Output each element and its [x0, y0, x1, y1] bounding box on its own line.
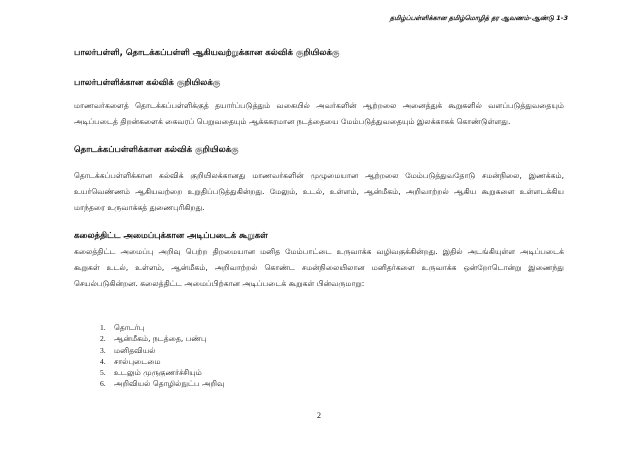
page-number: 2 — [317, 411, 321, 420]
list-item-label: மனிதவியல் — [114, 345, 156, 355]
preschool-paragraph: மாணவர்களைத் தொடக்கப்பள்ளிக்குத் தயார்ப்படுத்தும் வகையில் அவர்களின் ஆற்றலை அனைத்துக் கூறுகளில் வளப்படுத்துவதையும் அடிப்படைத் திறன்களைக் கைவரப் பெறுவதையும் ஆக்ககரமான நடத்தையை மேம்படுத்துவதையும் இலக்காகக் கொண்டுள்ளது. — [74, 101, 564, 126]
list-number: 2. — [100, 334, 106, 344]
list-item-label: ஆன்மீகம், நடத்தை, பண்பு — [114, 334, 207, 344]
section-heading-primary: தொடக்கப்பள்ளிக்கான கல்விக் குறியிலக்கு — [74, 145, 239, 155]
list-item — [100, 378, 224, 389]
list-item — [100, 322, 224, 333]
list-item-label: அறிவியல் தொழில்நுட்ப அறிவு — [114, 379, 225, 389]
list-number: 6. — [100, 379, 106, 389]
list-item — [100, 367, 224, 378]
list-item-label: சால்புடைமை — [114, 356, 161, 366]
page-header: தமிழ்ப்பள்ளிக்கான தமிழ்மொழித் தர ஆவணம்-ஆண்டு 1-3 — [389, 14, 568, 22]
list-number: 4. — [100, 356, 106, 366]
section-heading-main: பாலர்பள்ளி, தொடக்கப்பள்ளி ஆகியவற்றுக்கான கல்விக் குறியிலக்கு — [74, 48, 340, 58]
list-number: 3. — [100, 345, 106, 355]
section-heading-preschool: பாலர்பள்ளிக்கான கல்விக் குறியிலக்கு — [74, 78, 221, 88]
list-item — [100, 345, 224, 356]
list-item — [100, 333, 224, 344]
curriculum-elements-list — [100, 322, 224, 390]
list-item-label: உடலும் முருகுணர்ச்சியும் — [114, 368, 202, 378]
curriculum-paragraph: கலைத்திட்ட அமைப்பு அறிவு பெற்ற திறமையான மனித மேம்பாட்டை உருவாக்க வழிவகுக்கின்றது. இதில் அடங்கியுள்ள அடிப்படைக் கூறுகள் உடல், உள்ளம், ஆன்மீகம், அறிவாற்றல் கொண்ட சமன்நிலையிலான மனிதர்களை உருவாக்க ஒன்றோடொன்று இணைந்து செயல்படுகின்றன. கலைத்திட்ட அமைப்பிற்கான அடிப்படைக் கூறுகள் பின்வருமாறு: — [74, 247, 564, 288]
list-item — [100, 356, 224, 367]
list-item-label: தொடர்பு — [114, 323, 145, 332]
list-number: 1. — [100, 323, 106, 332]
primary-paragraph: தொடக்கப்பள்ளிக்கான கல்விக் குறியிலக்கானது மாணவர்களின் முழுமையான ஆற்றலை மேம்படுத்துவதோடு சமன்நிலை, இணக்கம், உயர்வெண்ணம் ஆகியவற்றை உறுதிப்படுத்துகின்றது. மேலும், உடல், உள்ளம், ஆன்மீகம், அறிவாற்றல் ஆகிய கூறுகளை உள்ளடக்கிய மாந்தரை உருவாக்கத் துணைபுரிகிறது. — [74, 171, 564, 212]
list-number: 5. — [100, 368, 106, 378]
section-heading-curriculum: கலைத்திட்ட அமைப்புக்கான அடிப்படைக் கூறுகள் — [74, 231, 268, 241]
